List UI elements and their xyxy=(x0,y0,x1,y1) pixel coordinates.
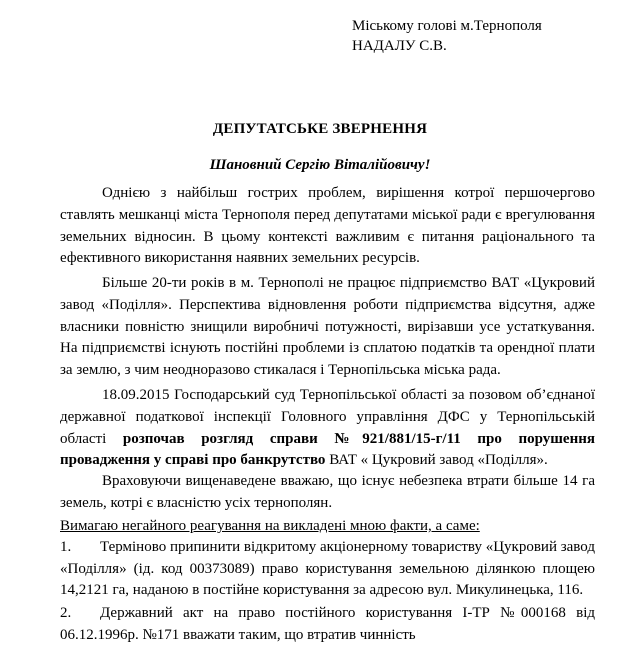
paragraph-2: Більше 20-ти років в м. Тернополі не працює підприємство ВАТ «Цукровий завод «Поділля». Перспектива відновлення роботи підприємства відсутня, адже власники повністю знищили виробничі потужності, вирізавши усе устаткування. На підприємстві існують постійні проблеми із сплатою податків та орендної плати за землю, з чим неодноразово стикалася і Тернопільська міська рада. xyxy=(60,275,595,379)
addressee-line-2: НАДАЛУ С.В. xyxy=(352,38,447,54)
demand-item-1-number: 1. xyxy=(60,539,72,555)
paragraph-4: Враховуючи вищенаведене вважаю, що існує небезпека втрати більше 14 га земель, котрі є власністю усіх тернополян. xyxy=(60,473,595,511)
demand-item-2-number: 2. xyxy=(60,605,72,621)
demand-item-2 xyxy=(60,603,595,646)
demand-heading: Вимагаю негайного реагування на викладені мною факти, а саме: xyxy=(60,518,480,534)
document-title: ДЕПУТАТСЬКЕ ЗВЕРНЕННЯ xyxy=(212,121,428,137)
demand-item-1-text: Терміново припинити відкритому акціонерному товариству «Цукровий завод «Поділля» (ід. код 00373089) право користування земельною ділянкою площею 14,2121 га, наданою в постійне користування за адресою вул. Микулинецька, 116. xyxy=(60,539,595,598)
paragraph-3-text-end: ВАТ « Цукровий завод «Поділля». xyxy=(325,452,548,469)
paragraph-3-text-start: 18.09.2015 Господарський суд Тернопільської області за позовом об’єднаної державної податкової інспекції Головного управління ДФС у Тернопільській області xyxy=(60,387,595,447)
addressee-line-1: Міському голові м.Тернополя xyxy=(352,18,542,34)
paragraph-3 xyxy=(60,385,595,472)
paragraph-3-bold-text: розпочав розгляд справи №921/881/15-г/11 про порушення провадження у справі про банкрутство xyxy=(60,430,595,469)
salutation: Шановний Сергію Віталійовичу! xyxy=(209,157,431,173)
demand-item-1 xyxy=(60,537,595,602)
demand-item-2-text: Державний акт на право постійного користування І-ТР №000168 від 06.12.1996р. №171 вважати таким, що втратив чинність xyxy=(60,605,595,643)
paragraph-1: Однією з найбільш гострих проблем, вирішення котрої першочергово ставлять мешканці міста Тернополя перед депутатами міської ради є врегулювання земельних відносин. В цьому контексті важливим є питання раціонального та ефективного використання наявних земельних ресурсів. xyxy=(60,185,595,267)
addressee-block xyxy=(352,16,542,56)
